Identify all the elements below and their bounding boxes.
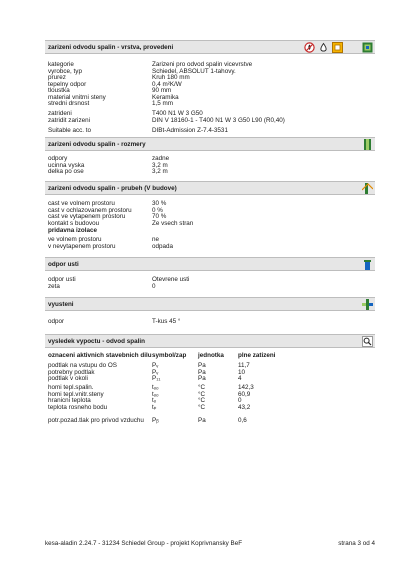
result-symbol: tₒₒ [152, 384, 159, 391]
heat-square-icon [332, 42, 343, 53]
detail-row [48, 318, 375, 325]
detail-row [48, 283, 375, 290]
detail-row [48, 100, 375, 107]
result-unit: °C [198, 397, 206, 404]
detail-value: T-kus 45 ° [152, 318, 181, 325]
result-symbol: Pᵥ [152, 362, 159, 369]
result-value: 11,7 [238, 362, 250, 369]
result-unit: Pa [198, 375, 206, 382]
detail-row [48, 117, 375, 124]
result-symbol: tₒₒ [152, 390, 159, 398]
results-table-header [48, 352, 375, 360]
result-unit: °C [198, 390, 206, 398]
column-header-unit: jednotka [198, 352, 224, 359]
detail-label: vyrobce, typ [48, 67, 82, 75]
column-header-full-load: plne zatizeni [238, 352, 276, 359]
detail-label: tepelny odpor [48, 80, 87, 88]
section-title: zarizeni odvodu spalin - prubeh (V budove) [48, 185, 177, 192]
detail-label: zeta [48, 282, 60, 290]
result-symbol: Pᵥ [152, 368, 159, 376]
moisture-drop-icon [318, 42, 329, 53]
detail-value: T400 N1 W 3 G50 [152, 110, 203, 117]
chimney-outlet-icon [362, 259, 373, 270]
section-title: odpor usti [48, 261, 79, 268]
detail-value: 3,2 m [152, 161, 168, 169]
detail-label: pridavna izolace [48, 227, 97, 234]
section-header-route [45, 181, 375, 195]
detail-label: ve volnem prostoru [48, 236, 102, 243]
result-unit: Pa [198, 368, 206, 376]
result-label: potrebny podtlak [48, 368, 95, 376]
result-symbol: P₁₁ [152, 375, 161, 382]
result-label: podtlak na vstupu do OS [48, 362, 117, 369]
result-unit: °C [198, 384, 206, 391]
detail-row [48, 127, 375, 134]
detail-label: stredni drsnost [48, 100, 90, 107]
section-header-results [45, 334, 375, 348]
detail-row [48, 243, 375, 250]
detail-value: 90 mm [152, 87, 172, 94]
page-number: strana 3 od 4 [338, 540, 375, 547]
detail-row [48, 227, 375, 234]
no-fire-icon [304, 42, 315, 53]
detail-value: Keramika [152, 93, 179, 101]
detail-value: 0 % [152, 206, 163, 214]
result-value: 60,9 [238, 390, 251, 398]
section-title: vyusteni [48, 301, 74, 308]
house-chimney-icon [362, 183, 373, 194]
detail-label: cast ve volnem prostoru [48, 200, 115, 207]
detail-value: odpada [152, 242, 174, 250]
result-value: 4 [238, 375, 242, 382]
result-unit: °C [198, 403, 206, 411]
detail-label: odpory [48, 155, 68, 162]
table-row [48, 375, 375, 382]
detail-label: zatrideni [48, 110, 72, 117]
result-symbol: Pᵦ [152, 417, 159, 424]
detail-label: zatridit zarizeni [48, 116, 90, 124]
detail-value: Otevrene usti [152, 276, 190, 283]
detail-value: DIN V 18160-1 - T400 N1 W 3 G50 L90 (R0,40) [152, 116, 285, 124]
detail-row [48, 220, 375, 227]
detail-value: 1,5 mm [152, 100, 173, 107]
result-symbol: tₚ [152, 403, 157, 411]
section-header-layer [45, 40, 375, 54]
result-value: 142,3 [238, 384, 254, 391]
result-value: 10 [238, 368, 246, 376]
chimney-layer-icon [362, 42, 373, 53]
result-label: teplota rosneho bodu [48, 403, 108, 411]
section-title: zarizeni odvodu spalin - rozmery [48, 141, 146, 148]
chimney-dimensions-icon [362, 139, 373, 150]
footer-left: kesa-aladin 2.24.7 - 31234 Schiedel Group - projekt Koprivnansky BeF [45, 540, 243, 547]
t-piece-icon [362, 299, 373, 310]
detail-label: cast v ochlazovanem prostoru [48, 206, 132, 214]
detail-label: prurez [48, 74, 66, 81]
result-unit: Pa [198, 417, 206, 424]
result-label: potr.pozad.tlak pro privod vzduchu [48, 417, 144, 424]
result-label: homi tepl.vnitr.steny [48, 390, 104, 398]
magnifier-icon[interactable] [362, 336, 373, 347]
column-header-part: oznaceni aktivnich stavebnich dilu [48, 352, 152, 359]
section-header-dimensions [45, 137, 375, 151]
detail-label: ucinna vyska [48, 161, 85, 169]
detail-value: zadne [152, 155, 170, 162]
detail-label: kategorie [48, 61, 74, 68]
table-row [48, 404, 375, 411]
detail-value: 30 % [152, 200, 167, 207]
detail-label: material vnitrni steny [48, 93, 106, 101]
detail-value: 0,4 m²K/W [152, 80, 182, 88]
result-label: homi tepl.spalin. [48, 384, 94, 391]
result-label: hranicni teplota [48, 397, 91, 404]
detail-label: tloustka [48, 87, 70, 94]
detail-value: 0 [152, 282, 156, 290]
detail-value: 70 % [152, 213, 167, 220]
table-row [48, 417, 375, 424]
section-header-outlet [45, 297, 375, 311]
detail-label: Suitable acc. to [48, 127, 92, 134]
detail-value: Ze vsech stran [152, 219, 194, 227]
result-label: podtlak v okoli [48, 375, 88, 382]
detail-row [48, 168, 375, 175]
detail-label: delka po ose [48, 168, 84, 175]
section-title: zarizeni odvodu spalin - vrstva, provedeni [48, 44, 174, 51]
detail-value: ne [152, 236, 160, 243]
result-value: 0 [238, 397, 242, 404]
detail-label: odpor [48, 318, 65, 325]
detail-label: odpor usti [48, 276, 76, 283]
result-value: 0,6 [238, 417, 247, 424]
detail-value: Kruh 180 mm [152, 74, 190, 81]
section-header-outlet-resistance [45, 257, 375, 271]
detail-value: 3,2 m [152, 168, 168, 175]
detail-label: kontakt s budovou [48, 219, 100, 227]
result-value: 43,2 [238, 403, 251, 411]
result-unit: Pa [198, 362, 206, 369]
section-title: vysledek vypoctu - odvod spalin [48, 338, 145, 345]
detail-value: Schiedel, ABSOLUT 1-tahovy. [152, 67, 236, 75]
result-symbol: tₒ [152, 397, 157, 404]
detail-label: cast ve vytapenem prostoru [48, 213, 126, 220]
detail-value: Zarizeni pro odvod spalin vicevrstve [152, 61, 253, 68]
detail-value: DIBt-Admission Z-7.4-3531 [152, 127, 228, 134]
page-footer [45, 540, 375, 547]
column-header-symbol: symbol/zap [152, 352, 187, 359]
detail-label: v nevytapenem prostoru [48, 242, 116, 250]
